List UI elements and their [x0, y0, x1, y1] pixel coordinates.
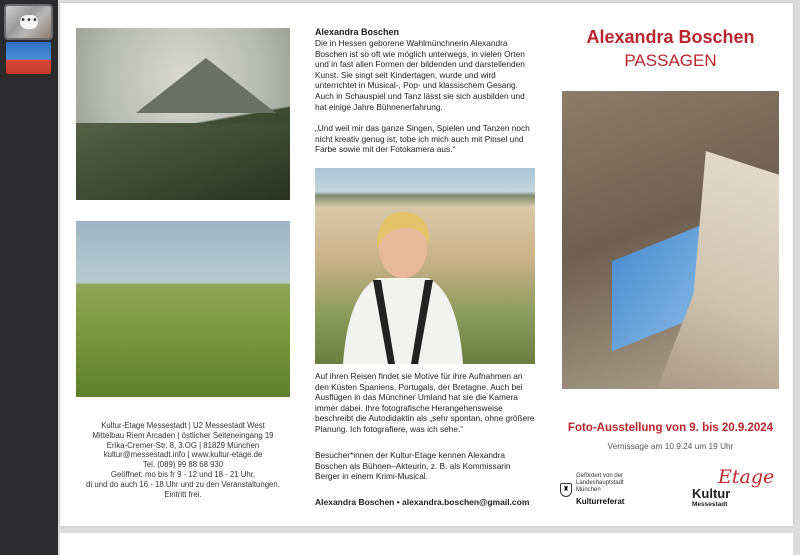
member-text: Besucher*innen der Kultur-Etage kennen Alexandra Boschen als Bühnen–Akteurin, z. B. als Kommissarin Berger in einem Krimi-Musical. [315, 450, 511, 482]
document-page [60, 3, 793, 526]
sponsor-logo [560, 473, 670, 509]
hours-line: Eintritt frei. [164, 489, 202, 499]
page-thumbnail-1[interactable] [6, 6, 51, 38]
venue-line: Mittelbau Riem Arcaden | östlicher Seiteneingang 19 [92, 430, 274, 440]
page-thumbnail-2[interactable] [6, 42, 51, 74]
hours-line: di und do auch 16 - 18 Uhr und zu den Veranstaltungen. [86, 479, 280, 489]
logo-etage: Etage [718, 466, 775, 488]
sponsor-dept: Kulturreferat [576, 497, 625, 506]
mountain-ridge-shape [76, 123, 290, 200]
artist-title: Alexandra Boschen [586, 27, 755, 47]
logo-messestadt: Messestadt [692, 501, 728, 508]
opening-hours [76, 470, 290, 499]
bio-quote: „Und weil mir das ganze Singen, Spielen und Tanzen noch nicht kreativ genug ist, tobe ich mich auch mit Pinsel und Farbe sowie mit der Fotokamera aus.“ [315, 123, 530, 155]
sponsor-line: Landeshauptstadt [576, 480, 624, 486]
more-options-icon[interactable]: ••• [20, 15, 38, 29]
hours-line: Geöffnet: mo bis fr 9 - 12 und 18 - 21 Uhr, [110, 470, 256, 479]
mountain-peak-shape [136, 58, 276, 113]
venue-line: Kultur-Etage Messestadt | U2 Messestadt West [101, 421, 265, 430]
photo-meadow-landscape [76, 221, 290, 397]
bio-text: Die in Hessen geborene Wahlmünchnerin Alexandra Boschen ist so oft wie möglich unterwegs, in vielen Orten und in fast allen Formen der bildenden und darstellenden Kunst. Sie singt seit Kindertagen, wurde und wird unterrichtet in Musical-, Pop- und klassischem Gesang. Auch in Schauspiel und Tanz lässt sie sich ausbilden und hat einige Jahre Bühnenerfahrung. [315, 38, 525, 112]
thumbnail-image [6, 42, 51, 74]
kultur-etage-logo [688, 466, 783, 511]
photo-artist-portrait [315, 168, 535, 364]
venue-line: Tel. (089) 99 88 68 930 [142, 460, 224, 470]
bio-heading: Alexandra Boschen [315, 27, 400, 37]
logo-kultur: Kultur [692, 486, 731, 501]
series-title: PASSAGEN [624, 51, 717, 70]
venue-line: Erika-Cremer-Str. 8, 3.OG | 81829 München [106, 440, 260, 450]
sponsor-line: München [576, 487, 601, 493]
photo-mountain-landscape [76, 28, 290, 200]
photo-architecture [562, 91, 779, 389]
contact-line: Alexandra Boschen • alexandra.boschen@gmail.com [315, 497, 530, 507]
city-crest-icon: ♜ [560, 483, 572, 497]
next-document-page [60, 533, 793, 555]
venue-line: kultur@messestadt.info | www.kultur-etage.de [103, 450, 263, 460]
sponsor-line: Gefördert von der [576, 473, 624, 479]
travel-text: Auf ihren Reisen findet sie Motive für ihre Aufnahmen an den Küsten Spaniens, Portugals, der Bretagne. Auch bei Ausflügen in das Münchner Umland hat sie die Kamera immer dabei. Ihre fotografische Herangehensweise beschreibt die Autodidaktin als „sehr spontan, ohne größere Planung. Ich fotografiere, was ich sehe.“ [315, 371, 535, 434]
sponsor-text [576, 473, 668, 494]
vernissage-info: Vernissage am 10.9.24 um 19 Uhr [607, 441, 734, 451]
page-thumbnail-sidebar [0, 0, 58, 555]
exhibition-dates: Foto-Ausstellung von 9. bis 20.9.2024 [567, 422, 774, 434]
venue-info [76, 421, 290, 470]
portrait-figure [333, 198, 473, 364]
